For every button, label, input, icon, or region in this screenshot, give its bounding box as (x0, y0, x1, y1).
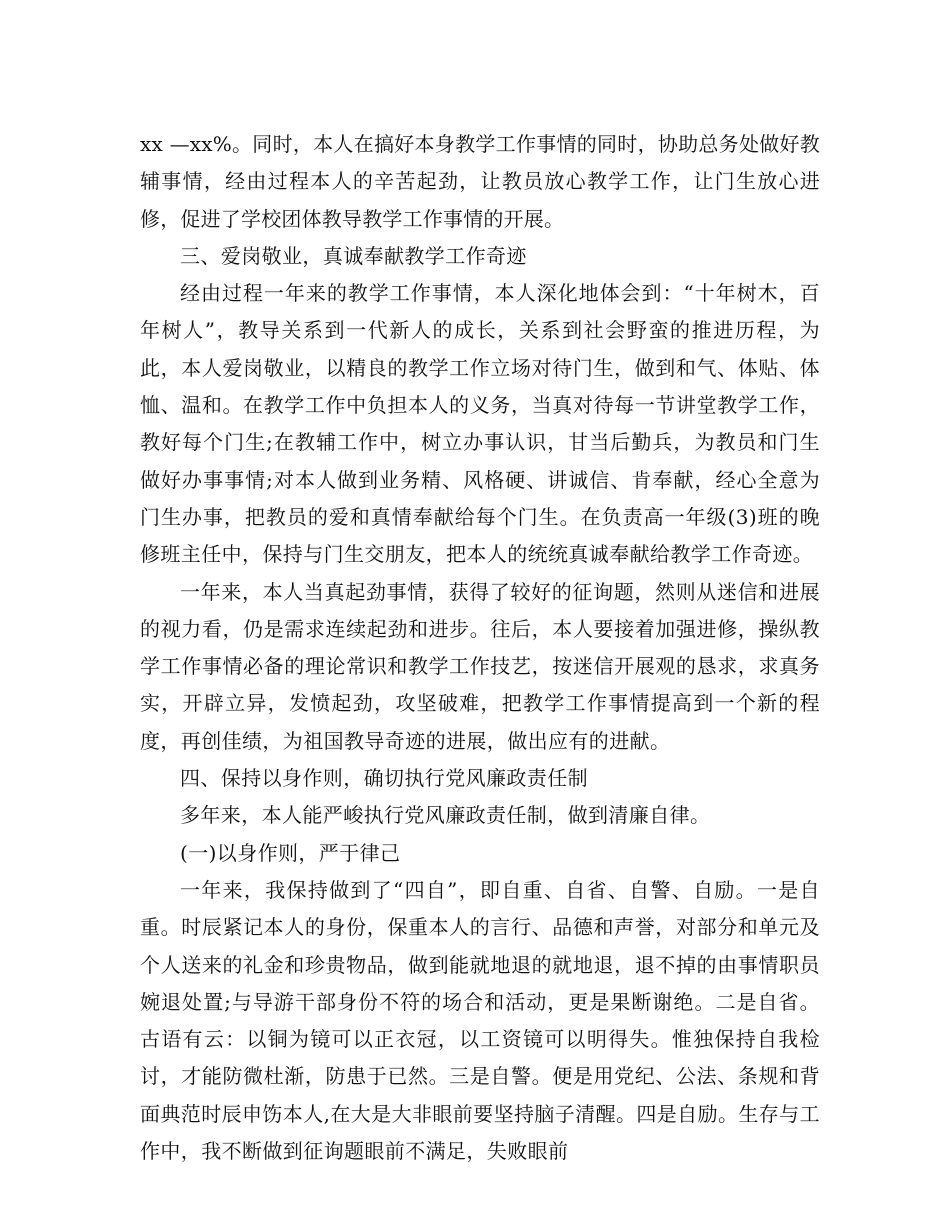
section-heading-three: 三、爱岗敬业，真诚奉献教学工作奇迹 (180, 243, 527, 268)
paragraph-summary: 一年来，本人当真起劲事情，获得了较好的征询题，然则从迷信和进展的视力看，仍是需求连续起劲和进步。往后，本人要接着加强进修，操纵教学工作事情必备的理论常识和教学工作技艺，按迷信开展观的恳求，求真务实，开辟立异，发愤起劲，攻坚破难，把教学工作事情提高到一个新的程度，再创佳绩，为祖国教导奇迹的进展，做出应有的进献。 (140, 579, 820, 753)
paragraph-dedication: 经由过程一年来的教学工作事情，本人深化地体会到：“十年树木，百年树人”，教导关系到一代新人的成长，关系到社会野蛮的推进历程，为此，本人爱岗敬业，以精良的教学工作立场对待门生，做到和气、体贴、体恤、温和。在教学工作中负担本人的义务，当真对待每一节讲堂教学工作，教好每个门生;在教辅工作中，树立办事认识，甘当后勤兵，为教员和门生做好办事事情;对本人做到业务精、风格硬、讲诚信、肯奉献，经心全意为门生办事，把教员的爱和真情奉献给每个门生。在负责高一年级(3)班的晚修班主任中，保持与门生交朋友，把本人的统统真诚奉献给教学工作奇迹。 (140, 281, 820, 567)
paragraph-continuation: xx —xx%。同时，本人在搞好本身教学工作事情的同时，协助总务处做好教辅事情，经由过程本人的辛苦起劲，让教员放心教学工作，让门生放心进修，促进了学校团体教导教学工作事情的开展。 (140, 132, 820, 231)
document-body (140, 126, 820, 1170)
section-heading-four: 四、保持以身作则，确切执行党风廉政责任制 (180, 766, 588, 791)
paragraph-four-selfs: 一年来，我保持做到了“四自”，即自重、自省、自警、自励。一是自重。时辰紧记本人的身份，保重本人的言行、品德和声誉，对部分和单元及个人送来的礼金和珍贵物品，做到能就地退的就地退，退不掉的由事情职员婉退处置;与导游干部身份不符的场合和活动，更是果断谢绝。二是自省。古语有云：以铜为镜可以正衣冠，以工资镜可以明得失。惟独保持自我检讨，才能防微杜渐，防患于已然。三是自警。便是用党纪、公法、条规和背面典范时辰申饬本人,在大是大非眼前要坚持脑子清醒。四是自励。生存与工作中，我不断做到征询题眼前不满足，失败眼前 (140, 877, 820, 1164)
paragraph-integrity: 多年来，本人能严峻执行党风廉政责任制，做到清廉自律。 (180, 803, 711, 828)
subsection-heading-one: (一)以身作则，严于律己 (180, 840, 401, 865)
